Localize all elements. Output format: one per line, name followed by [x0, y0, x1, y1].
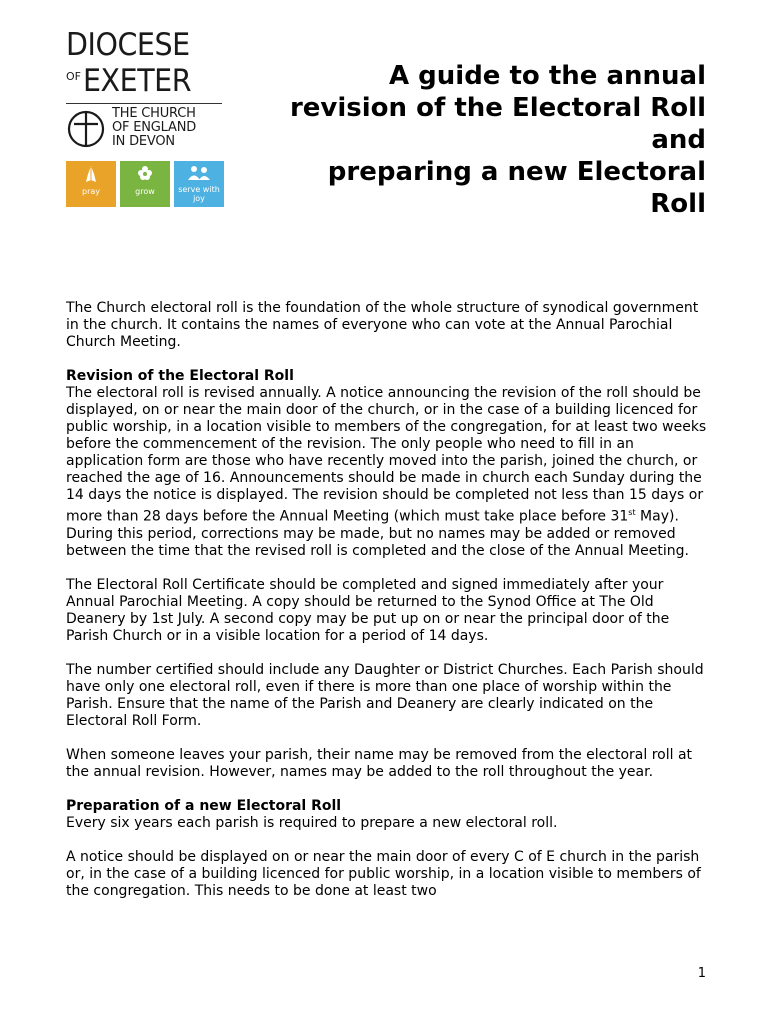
- revision-paragraph-2: The Electoral Roll Certificate should be completed and signed immediately after your Annual Parochial Meeting. A copy should be returned to the Synod Office at The Old Deanery by 1st July. A second copy may be put up on or near the principal door of the Parish Church or in a visible location for a period of 14 days.: [66, 576, 670, 644]
- revision-heading: Revision of the Electoral Roll: [66, 368, 294, 384]
- tile-label: grow: [135, 187, 155, 196]
- revision-paragraph-1: [66, 385, 714, 560]
- title-line: A guide to the annual: [388, 61, 706, 91]
- people-icon: [187, 165, 211, 181]
- intro-paragraph: The Church electoral roll is the foundation of the whole structure of synodical government in the church. It contains the names of everyone who can vote at the Annual Parochial Church Meeting.: [66, 300, 699, 350]
- logo-subtitle: [66, 103, 222, 149]
- flower-icon: [136, 165, 154, 183]
- logo-tiles: [66, 161, 226, 207]
- logo-exeter-text: EXETER: [83, 63, 192, 99]
- logo-subtitle-text: [112, 107, 196, 149]
- preparation-heading: Preparation of a new Electoral Roll: [66, 797, 342, 814]
- page-number: 1: [697, 966, 706, 981]
- tile-serve: [174, 161, 224, 207]
- tile-label: pray: [81, 187, 100, 196]
- logo-of-text: OF: [66, 70, 81, 83]
- revision-paragraph-1-text-cont: May). During this period, corrections may be made, but no names may be added or removed between the time that the revised roll is completed and the close of the Annual Meeting.: [66, 508, 689, 559]
- diocese-logo: [66, 27, 226, 207]
- logo-sub-line: THE CHURCH: [112, 106, 196, 121]
- revision-paragraph-3: The number certified should include any Daughter or District Churches. Each Parish should have only one electoral roll, even if there is more than one place of worship within the Parish. Ensure that the name of the Parish and Deanery are clearly indicated on the Electoral Roll Form.: [66, 661, 704, 729]
- cross-icon: [66, 109, 106, 149]
- document-body: [66, 300, 714, 917]
- logo-diocese-text: DIOCESE: [66, 27, 190, 63]
- logo-sub-line: IN DEVON: [112, 134, 175, 149]
- title-line: and: [651, 125, 706, 155]
- revision-paragraph-1-text: The electoral roll is revised annually. A notice announcing the revision of the roll should be displayed, on or near the main door of the church, or in the case of a building licenced for public worship, in a location visible to members of the congregation, for at least two weeks before the commencement of the revision. The only people who need to fill in an application form are those who have recently moved into the parish, joined the church, or reached the age of 16. Announcements should be made in church each Sunday during the 14 days the notice is displayed. The revision should be completed not less than 15 days or more than 28 days before the Annual Meeting (which must take place before 31: [66, 385, 707, 525]
- preparation-paragraph-2: A notice should be displayed on or near the main door of every C of E church in the parish or, in the case of a building licenced for public worship, in a location visible to members of the congregation. This needs to be done at least two: [66, 848, 701, 899]
- document-title: [236, 60, 706, 220]
- praying-hands-icon: [83, 165, 99, 183]
- ordinal-suffix: st: [628, 508, 636, 517]
- logo-exeter-row: [66, 61, 226, 97]
- title-line: revision of the Electoral Roll: [289, 93, 706, 123]
- tile-pray: [66, 161, 116, 207]
- logo-sub-line: OF ENGLAND: [112, 120, 197, 135]
- preparation-paragraph-1: Every six years each parish is required to prepare a new electoral roll.: [66, 814, 558, 831]
- tile-label: serve with joy: [178, 185, 220, 203]
- tile-grow: [120, 161, 170, 207]
- revision-paragraph-4: When someone leaves your parish, their name may be removed from the electoral roll at the annual revision. However, names may be added to the roll throughout the year.: [66, 746, 693, 780]
- title-line: Roll: [650, 189, 706, 219]
- title-line: preparing a new Electoral: [327, 157, 706, 187]
